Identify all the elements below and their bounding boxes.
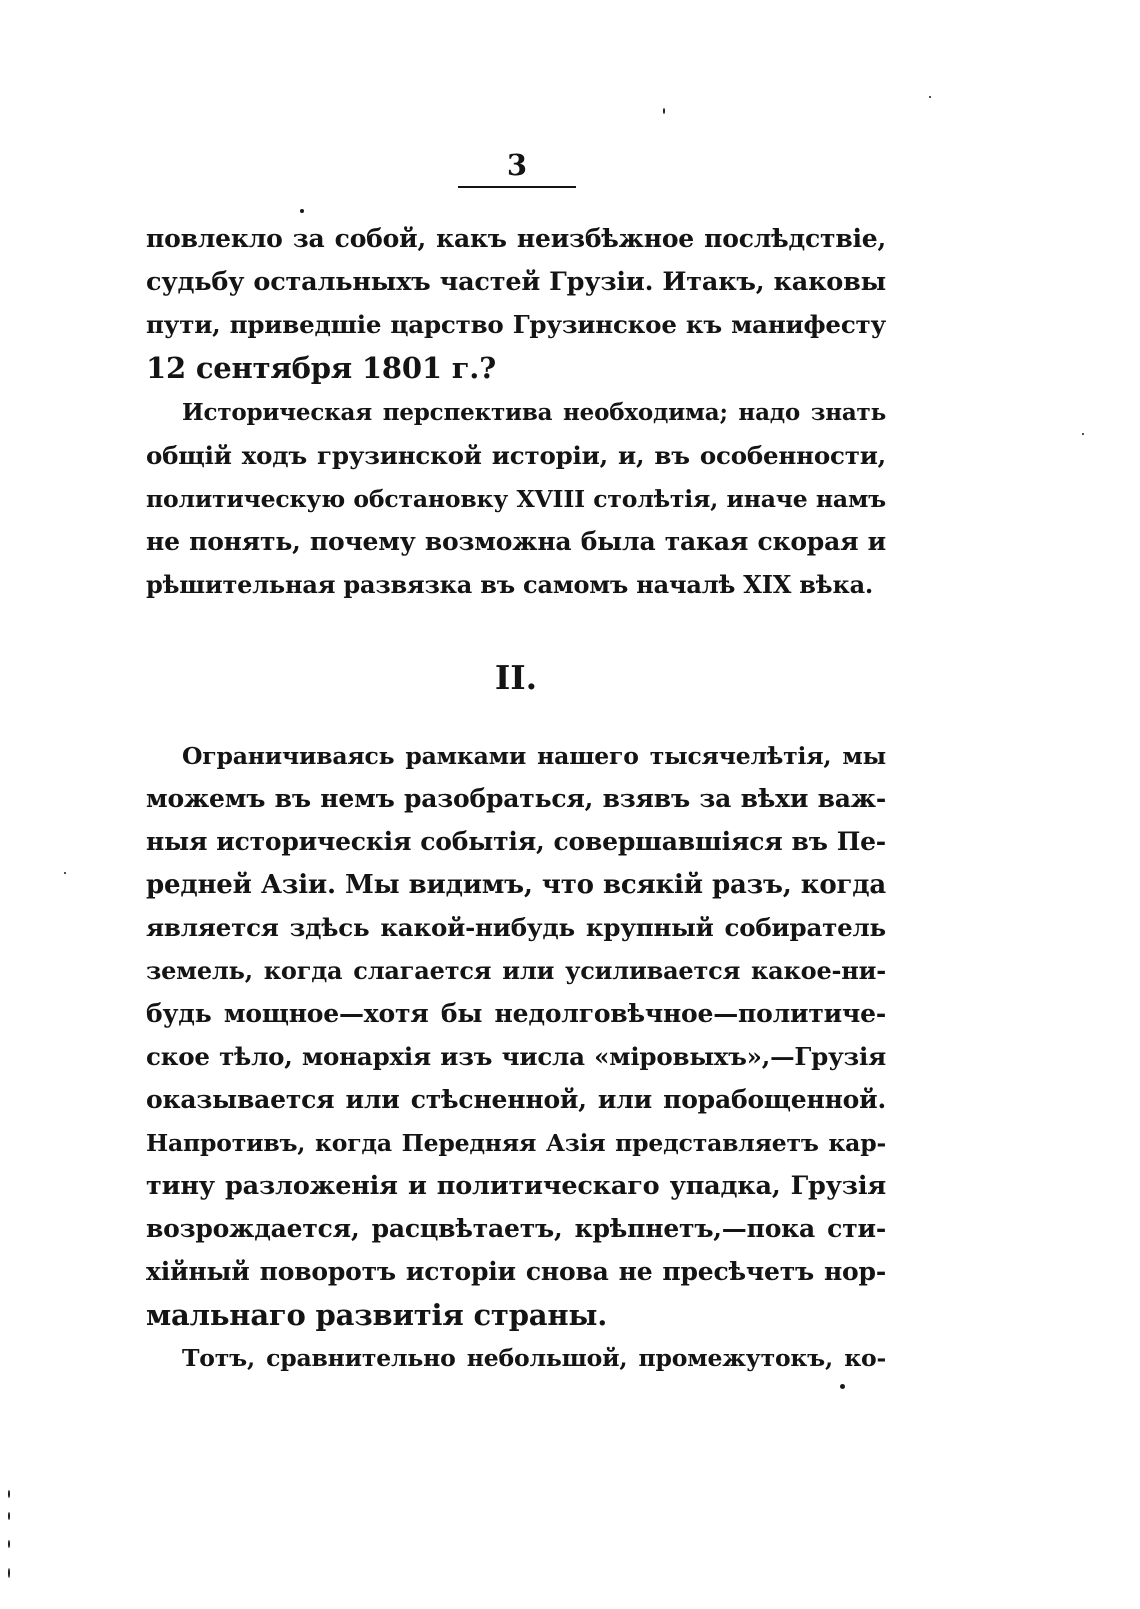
paragraph-2-line-4: не понять, почему возможна была такая скорая и: [146, 527, 886, 556]
paragraph-1-line-3: пути, приведшіе царство Грузинское къ манифесту: [146, 310, 886, 339]
section-heading: II.: [494, 658, 538, 697]
paragraph-3-line-1: Ограничиваясь рамками нашего тысячелѣтія, мы: [182, 742, 886, 770]
paragraph-3-line-6: земель, когда слагается или усиливается какое-ни-: [146, 956, 886, 985]
scan-speck: [64, 872, 66, 874]
scan-speck: [663, 108, 665, 114]
scan-speck: [8, 1568, 10, 1578]
scan-speck: [8, 1540, 10, 1548]
paragraph-3-line-14: мальнаго развитія страны.: [146, 1298, 608, 1332]
paragraph-3-line-9: оказывается или стѣсненной, или порабощенной.: [146, 1085, 886, 1114]
paragraph-3-line-2: можемъ въ немъ разобраться, взявъ за вѣхи важ-: [146, 784, 886, 813]
scan-speck: [929, 96, 931, 98]
paragraph-3-line-7: будь мощное—хотя бы недолговѣчное—политиче-: [146, 999, 886, 1028]
paragraph-2-line-3: политическую обстановку XVIII столѣтія, иначе намъ: [146, 485, 886, 513]
page-number-rule: [458, 186, 576, 188]
paragraph-1-line-2: судьбу остальныхъ частей Грузіи. Итакъ, каковы: [146, 267, 886, 297]
paragraph-2-line-2: общій ходъ грузинской исторіи, и, въ особенности,: [146, 441, 886, 470]
paragraph-1-line-1: повлекло за собой, какъ неизбѣжное послѣдствіе,: [146, 224, 886, 253]
paragraph-3-line-12: возрождается, расцвѣтаетъ, крѣпнетъ,—пока сти-: [146, 1214, 886, 1243]
scan-speck: [1082, 433, 1084, 435]
paragraph-4-line-1: Тотъ, сравнительно небольшой, промежутокъ, ко-: [182, 1344, 886, 1372]
paragraph-3-line-3: ныя историческія событія, совершавшіяся въ Пе-: [146, 827, 886, 856]
paragraph-2-line-1: Историческая перспектива необходима; надо знать: [182, 399, 886, 426]
paragraph-3-line-11: тину разложенія и политическаго упадка, Грузія: [146, 1171, 886, 1201]
scan-speck: [8, 1490, 10, 1498]
paragraph-3-line-8: ское тѣло, монархія изъ числа «міровыхъ»,—Грузія: [146, 1042, 886, 1071]
paragraph-3-line-10: Напротивъ, когда Передняя Азія представляетъ кар-: [146, 1129, 886, 1157]
scan-speck: [840, 1384, 845, 1389]
page-number: 3: [506, 148, 528, 182]
paragraph-3-line-5: является здѣсь какой-нибудь крупный собиратель: [146, 913, 886, 942]
paragraph-1-line-4: 12 сентября 1801 г.?: [146, 351, 496, 385]
paragraph-3-line-13: хійный поворотъ исторіи снова не пресѣчетъ нор-: [146, 1257, 886, 1286]
scan-speck: [8, 1512, 10, 1520]
paragraph-3-line-4: редней Азіи. Мы видимъ, что всякій разъ, когда: [146, 870, 886, 900]
paragraph-2-line-5: рѣшительная развязка въ самомъ началѣ XIX вѣка.: [146, 570, 874, 599]
scan-speck: [300, 209, 304, 213]
